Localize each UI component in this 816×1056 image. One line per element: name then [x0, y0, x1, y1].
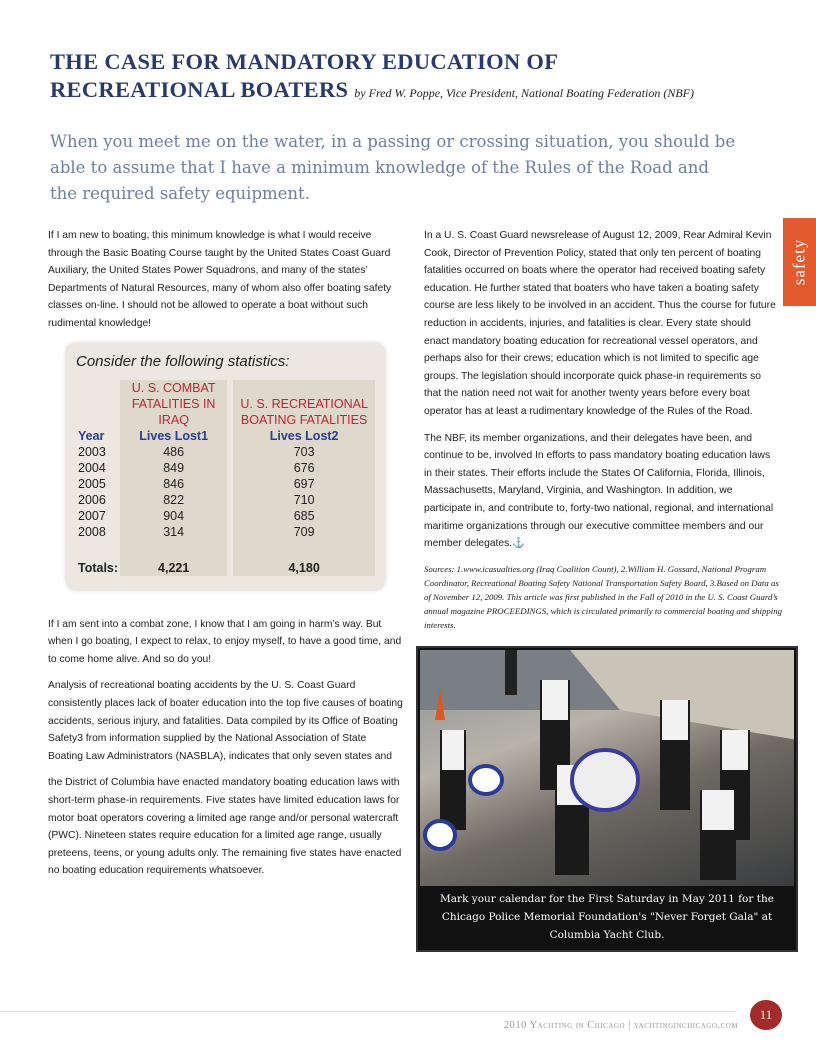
stats-boating-cell: 697: [233, 476, 375, 492]
paragraph: In a U. S. Coast Guard newsrelease of August 12, 2009, Rear Admiral Kevin Cook, Director of Prevention Policy, stated that only ten percent of boating fatalities occurred on boats where the operator had received boating safety education. He further stated that boaters who have taken a boating safety course are less likely to be involved in an accident. Thus the course for future reduction in accidents, injuries, and fatalities is clear. Every state should enact mandatory boating education for recreational vessel operators, and perhaps also for their crews; education which is not limited to specific age groups. The legislation should incorporate quick phase-in requirements so that the nation need not wait for another twenty years before every boat operator has at least a rudimentary knowledge of the Rules of the Road.: [424, 230, 776, 417]
stats-table: [76, 380, 375, 576]
stats-row: [76, 492, 375, 508]
stats-iraq-cell: 314: [120, 524, 227, 540]
empty-cell: [76, 380, 120, 428]
anchor-icon: ⚓: [512, 538, 525, 550]
paragraph: [424, 430, 776, 553]
paragraph: If I am new to boating, this minimum knowledge is what I would receive through the Basic Boating Course taught by the United States Coast Guard Auxiliary, the United States Power Squadrons, and many of the states’ Departments of Natural Resources, many of whom also offer boating safety classes on-line. I should not be allowed to operate a boat without such rudimental knowledge!: [48, 230, 392, 329]
photo: [416, 646, 798, 952]
iraq-header: Lives Lost1: [120, 428, 227, 444]
paragraph: If I am sent into a combat zone, I know that I am going in harm’s way. But when I go boating, I expect to relax, to enjoy myself, to have a good time, and to come home alive. And so do you!: [48, 618, 402, 665]
stats-row: [76, 444, 375, 460]
stats-year-cell: 2006: [78, 492, 106, 507]
stats-iraq-cell: 904: [120, 508, 227, 524]
boating-header: Lives Lost2: [233, 428, 375, 444]
section-tab: [783, 218, 816, 306]
iraq-column-title: U. S. COMBAT FATALITIES IN IRAQ: [120, 380, 227, 428]
stats-year-cell: 2007: [78, 508, 106, 523]
stats-iraq-cell: 486: [120, 444, 227, 460]
total-iraq: 4,221: [120, 540, 227, 576]
stats-boating-cell: 703: [233, 444, 375, 460]
photo-caption: Mark your calendar for the First Saturday in May 2011 for the Chicago Police Memorial Foundation's "Never Forget Gala" at Columbia Yacht Club.: [440, 892, 774, 941]
totals-label: Totals:: [78, 560, 119, 575]
pull-quote: When you meet me on the water, in a passing or crossing situation, you should be able to assume that I have a minimum knowledge of the Rules of the Road and the required safety equipment.: [50, 132, 736, 203]
page-number-badge: 11: [750, 1000, 782, 1030]
stats-iraq-cell: 822: [120, 492, 227, 508]
stats-iraq-cell: 849: [120, 460, 227, 476]
article-title: [50, 48, 770, 107]
photo-illustration: [420, 650, 794, 886]
boating-column-title: U. S. RECREATIONAL BOATING FATALITIES: [233, 380, 375, 428]
title-line-2: RECREATIONAL BOATERS: [50, 77, 349, 102]
stats-year-cell: 2008: [78, 524, 106, 539]
right-column: [424, 227, 783, 952]
stats-row: [76, 508, 375, 524]
year-header: Year: [78, 428, 105, 443]
section-tab-label: safety: [789, 238, 809, 286]
stats-boating-cell: 676: [233, 460, 375, 476]
left-column: [48, 227, 404, 889]
title-line-1: THE CASE FOR MANDATORY EDUCATION OF: [50, 49, 559, 74]
stats-year-cell: 2004: [78, 460, 106, 475]
statistics-box: [66, 343, 385, 590]
article-header: [50, 48, 770, 207]
footer-text: 2010 Yachting in Chicago | yachtinginchicago.com: [503, 1020, 738, 1031]
stats-row: [76, 460, 375, 476]
stats-iraq-cell: 846: [120, 476, 227, 492]
stats-row: [76, 524, 375, 540]
total-boating: 4,180: [233, 540, 375, 576]
stats-boating-cell: 710: [233, 492, 375, 508]
stats-year-cell: 2003: [78, 444, 106, 459]
footer-divider: [0, 1011, 735, 1012]
stats-boating-cell: 709: [233, 524, 375, 540]
paragraph: Analysis of recreational boating accidents by the U. S. Coast Guard consistently places lack of boater education into the top five causes of boating accidents, serious injury, and fatalities. Data compiled by its Office of Boating Safety3 from information supplied by the National Association of State Boating Law Administrators (NASBLA), indicates that only seven states and: [48, 680, 403, 762]
stats-boating-cell: 685: [233, 508, 375, 524]
sources-note: Sources: 1.www.icasualties.org (Iraq Coalition Count), 2.William H. Gossard, National Program Coordinator, Recreational Boating Safety National Transportation Safety Board, 3.Based on Data as of November 12, 2009. This article was first published in the Fall of 2010 in the U. S. Coast Guard’s annual magazine PROCEEDINGS, which is circulated primarily to commercial boating and shipping interests.: [424, 563, 783, 630]
byline: by Fred W. Poppe, Vice President, National Boating Federation (NBF): [354, 86, 695, 100]
stats-year-cell: 2005: [78, 476, 106, 491]
paragraph-text: The NBF, its member organizations, and their delegates have been, and continue to be, involved In efforts to pass mandatory boating education laws in their states. Their efforts include the States Of California, Florida, Illinois, Massachusetts, Maryland, Virginia, and Washington. In addition, we participate in, and contribute to, forty-two national, regional, and international maritime organizations through our executive committee members and our member delegates.: [424, 432, 774, 550]
bagpipers-photo: [420, 650, 794, 886]
stats-row: [76, 476, 375, 492]
stats-heading: Consider the following statistics:: [76, 352, 290, 370]
paragraph: the District of Columbia have enacted mandatory boating education laws with short-term phase-in requirements. Five states have limited education laws for motor boat operators covering a limited age range and/or personal watercraft (PWC). Nineteen states require education for a limited age range, usually preteens, teens, or young adults only. The remaining five states have enacted no boating education requirements whatsoever.: [48, 777, 402, 877]
